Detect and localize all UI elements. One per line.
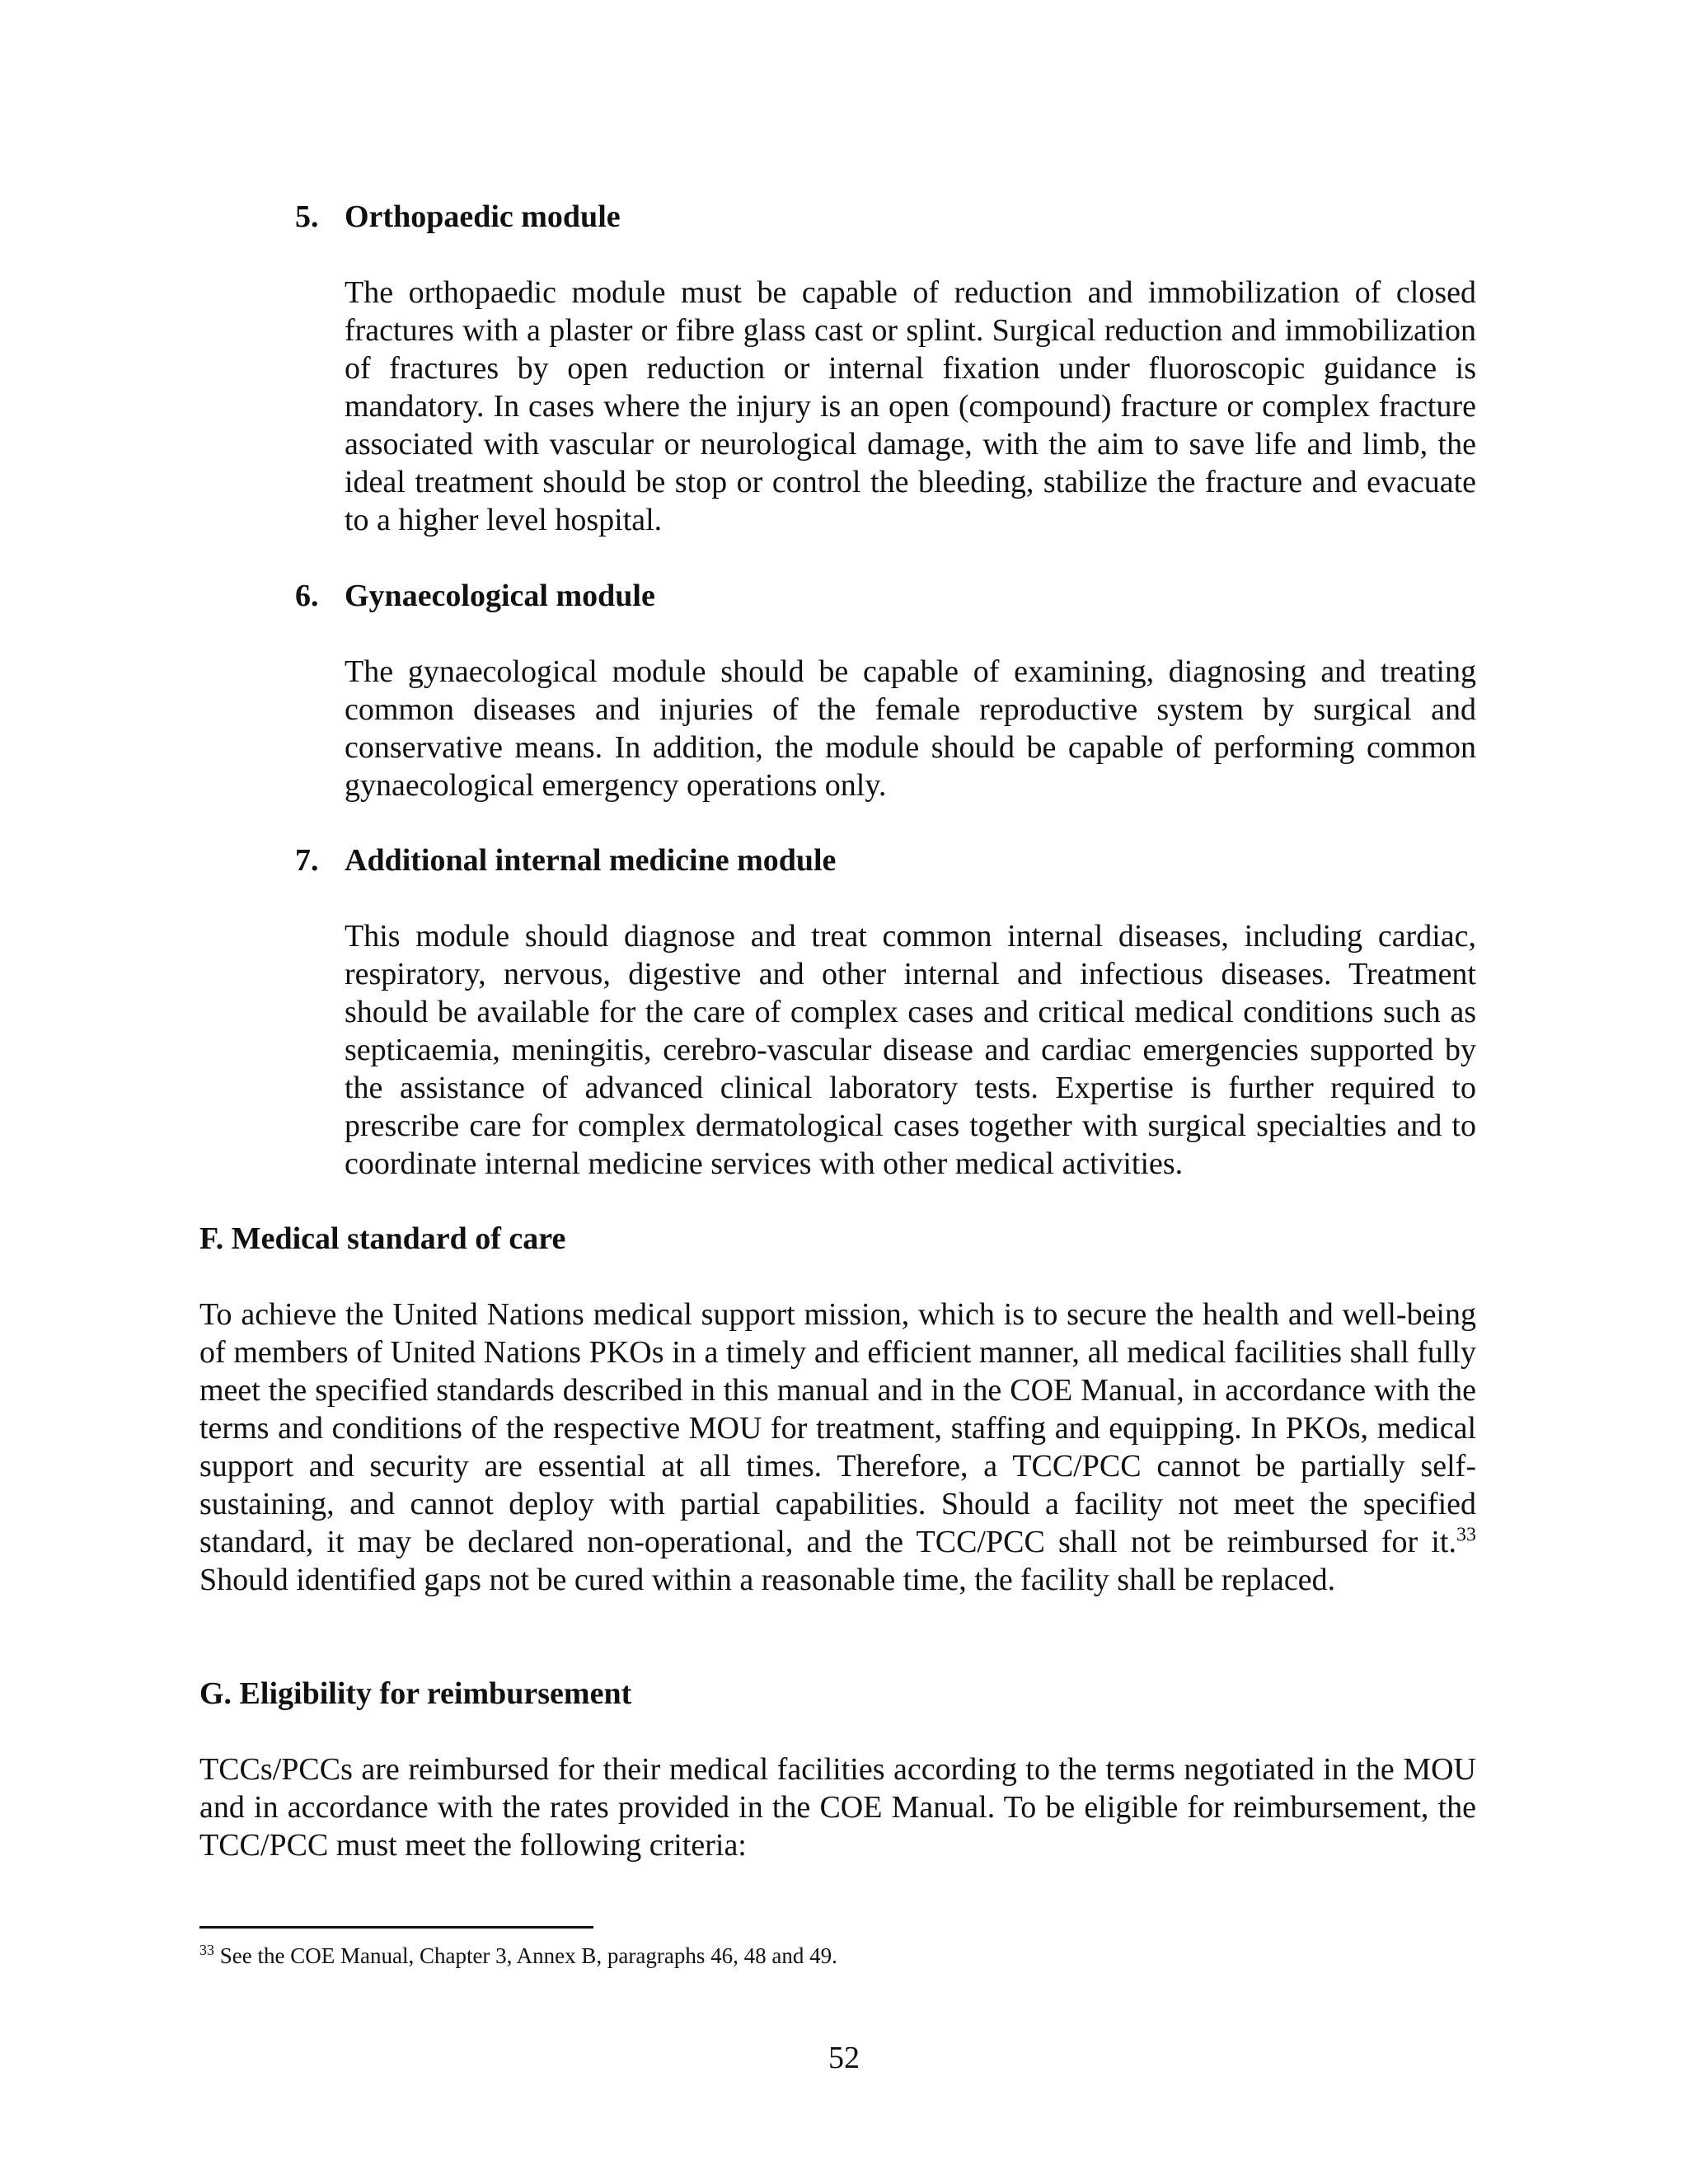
module-7-title: Additional internal medicine module <box>345 843 837 878</box>
module-7-text: This module should diagnose and treat common internal diseases, including cardiac, respiratory, nervous, digestive and other internal and infectious diseases. Treatment should be available for the care of complex cases and critical medical conditions such as septicaemia, meningitis, cerebro-vascular disease and cardiac emergencies supported by the assistance of advanced clinical laboratory tests. Expertise is further required to prescribe care for complex dermatological cases together with surgical specialties and to coordinate internal medicine services with other medical activities. <box>345 919 1476 1181</box>
section-f-text <box>199 1296 1476 1599</box>
module-6-number: 6. <box>295 579 319 613</box>
section-f-heading-block <box>199 1220 1476 1258</box>
module-5-number: 5. <box>295 199 319 234</box>
section-f-heading: F. Medical standard of care <box>199 1221 566 1256</box>
module-5-heading <box>295 198 1490 236</box>
module-5-body <box>345 274 1476 539</box>
footnote-divider <box>199 1926 593 1929</box>
section-f-text-before: To achieve the United Nations medical support mission, which is to secure the health and well-being of members of United Nations PKOs in a timely and efficient manner, all medical facilities shall fully meet the specified standards described in this manual and in the COE Manual, in accordance with the terms and conditions of the respective MOU for treatment, staffing and equipping. In PKOs, medical support and security are essential at all times. Therefore, a TCC/PCC cannot be partially self-sustaining, and cannot deploy with partial capabilities. Should a facility not meet the specified standard, it may be declared non-operational, and the TCC/PCC shall not be reimbursed for it. <box>199 1297 1476 1559</box>
section-g-text: TCCs/PCCs are reimbursed for their medical facilities according to the terms negotiated in the MOU and in accordance with the rates provided in the COE Manual. To be eligible for reimbursement, the TCC/PCC must meet the following criteria: <box>199 1752 1476 1863</box>
page-number: 52 <box>828 2041 860 2075</box>
module-6-heading <box>295 577 1490 615</box>
module-5-title: Orthopaedic module <box>345 199 621 234</box>
footnote-number: 33 <box>199 1942 214 1958</box>
module-7-number: 7. <box>295 843 319 878</box>
module-7-body <box>345 917 1476 1183</box>
module-5-text: The orthopaedic module must be capable of reduction and immobilization of closed fractures with a plaster or fibre glass cast or splint. Surgical reduction and immobilization of fractures by open reduction or internal fixation under fluoroscopic guidance is mandatory. In cases where the injury is an open (compound) fracture or complex fracture associated with vascular or neurological damage, with the aim to save life and limb, the ideal treatment should be stop or control the bleeding, stabilize the fracture and evacuate to a higher level hospital. <box>345 275 1476 537</box>
section-g-heading-block <box>199 1675 1476 1713</box>
module-7-heading <box>295 841 1490 879</box>
section-f-text-after: Should identified gaps not be cured within a reasonable time, the facility shall be replaced. <box>199 1563 1336 1597</box>
section-g-body <box>199 1750 1476 1864</box>
section-g-heading: G. Eligibility for reimbursement <box>199 1676 632 1711</box>
footnote <box>199 1942 837 1970</box>
module-6-title: Gynaecological module <box>345 579 655 613</box>
footnote-text: See the COE Manual, Chapter 3, Annex B, paragraphs 46, 48 and 49. <box>214 1943 837 1968</box>
module-6-text: The gynaecological module should be capable of examining, diagnosing and treating common diseases and injuries of the female reproductive system by surgical and conservative means. In addition, the module should be capable of performing common gynaecological emergency operations only. <box>345 654 1476 803</box>
footnote-reference[interactable]: 33 <box>1456 1524 1476 1546</box>
section-f-body <box>199 1296 1476 1599</box>
module-6-body <box>345 653 1476 804</box>
